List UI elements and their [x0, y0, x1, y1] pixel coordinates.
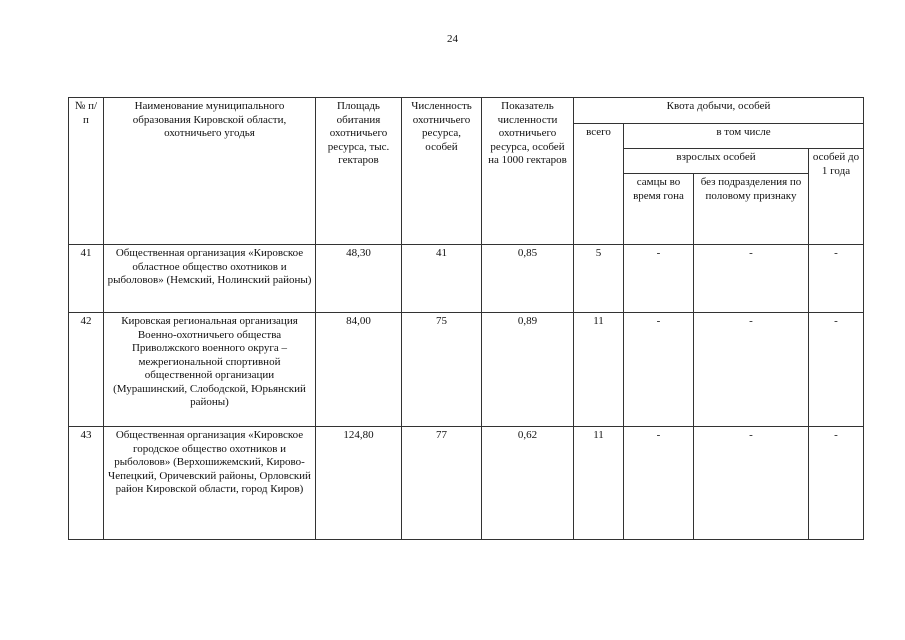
table-row — [69, 427, 864, 540]
header-adults: взрослых особей — [624, 149, 809, 174]
cell-density: 0,89 — [482, 313, 574, 427]
cell-no-sex: - — [694, 245, 809, 313]
header-young: особей до 1 года — [809, 149, 864, 245]
header-name: Наименование муниципального образования Кировской области, охотничьего угодья — [104, 98, 316, 245]
header-including: в том числе — [624, 124, 864, 149]
cell-area: 84,00 — [316, 313, 402, 427]
table-row — [69, 313, 864, 427]
cell-area: 48,30 — [316, 245, 402, 313]
cell-males: - — [624, 245, 694, 313]
cell-density: 0,85 — [482, 245, 574, 313]
cell-total: 11 — [574, 313, 624, 427]
header-density: Показатель численности охотничьего ресурса, особей на 1000 гектаров — [482, 98, 574, 245]
header-total: всего — [574, 124, 624, 245]
cell-young: - — [809, 427, 864, 540]
cell-males: - — [624, 427, 694, 540]
cell-total: 11 — [574, 427, 624, 540]
cell-area: 124,80 — [316, 427, 402, 540]
table-row — [69, 245, 864, 313]
cell-num: 41 — [69, 245, 104, 313]
cell-no-sex: - — [694, 313, 809, 427]
cell-no-sex: - — [694, 427, 809, 540]
cell-num: 42 — [69, 313, 104, 427]
header-row — [69, 98, 864, 124]
header-quota: Квота добычи, особей — [574, 98, 864, 124]
header-num: № п/п — [69, 98, 104, 245]
cell-count: 77 — [402, 427, 482, 540]
cell-young: - — [809, 245, 864, 313]
header-males: самцы во время гона — [624, 174, 694, 245]
cell-young: - — [809, 313, 864, 427]
cell-name: Кировская региональная организация Военно-охотничьего общества Приволжского военного округа – межрегиональной спортивной общественной организации (Мурашинский, Слободской, Юрьянский районы) — [104, 313, 316, 427]
cell-count: 75 — [402, 313, 482, 427]
cell-count: 41 — [402, 245, 482, 313]
cell-males: - — [624, 313, 694, 427]
cell-name: Общественная организация «Кировское областное общество охотников и рыболовов» (Немский, Нолинский районы) — [104, 245, 316, 313]
cell-name: Общественная организация «Кировское городское общество охотников и рыболовов» (Верхошижемский, Кирово-Чепецкий, Оричевский районы, Орловский район Кировской области, город Киров) — [104, 427, 316, 540]
quota-table — [68, 97, 864, 540]
cell-num: 43 — [69, 427, 104, 540]
cell-total: 5 — [574, 245, 624, 313]
cell-density: 0,62 — [482, 427, 574, 540]
page-number: 24 — [447, 33, 458, 45]
header-area: Площадь обитания охотничьего ресурса, тыс. гектаров — [316, 98, 402, 245]
header-count: Численность охотничьего ресурса, особей — [402, 98, 482, 245]
header-no-sex: без подразделения по половому признаку — [694, 174, 809, 245]
